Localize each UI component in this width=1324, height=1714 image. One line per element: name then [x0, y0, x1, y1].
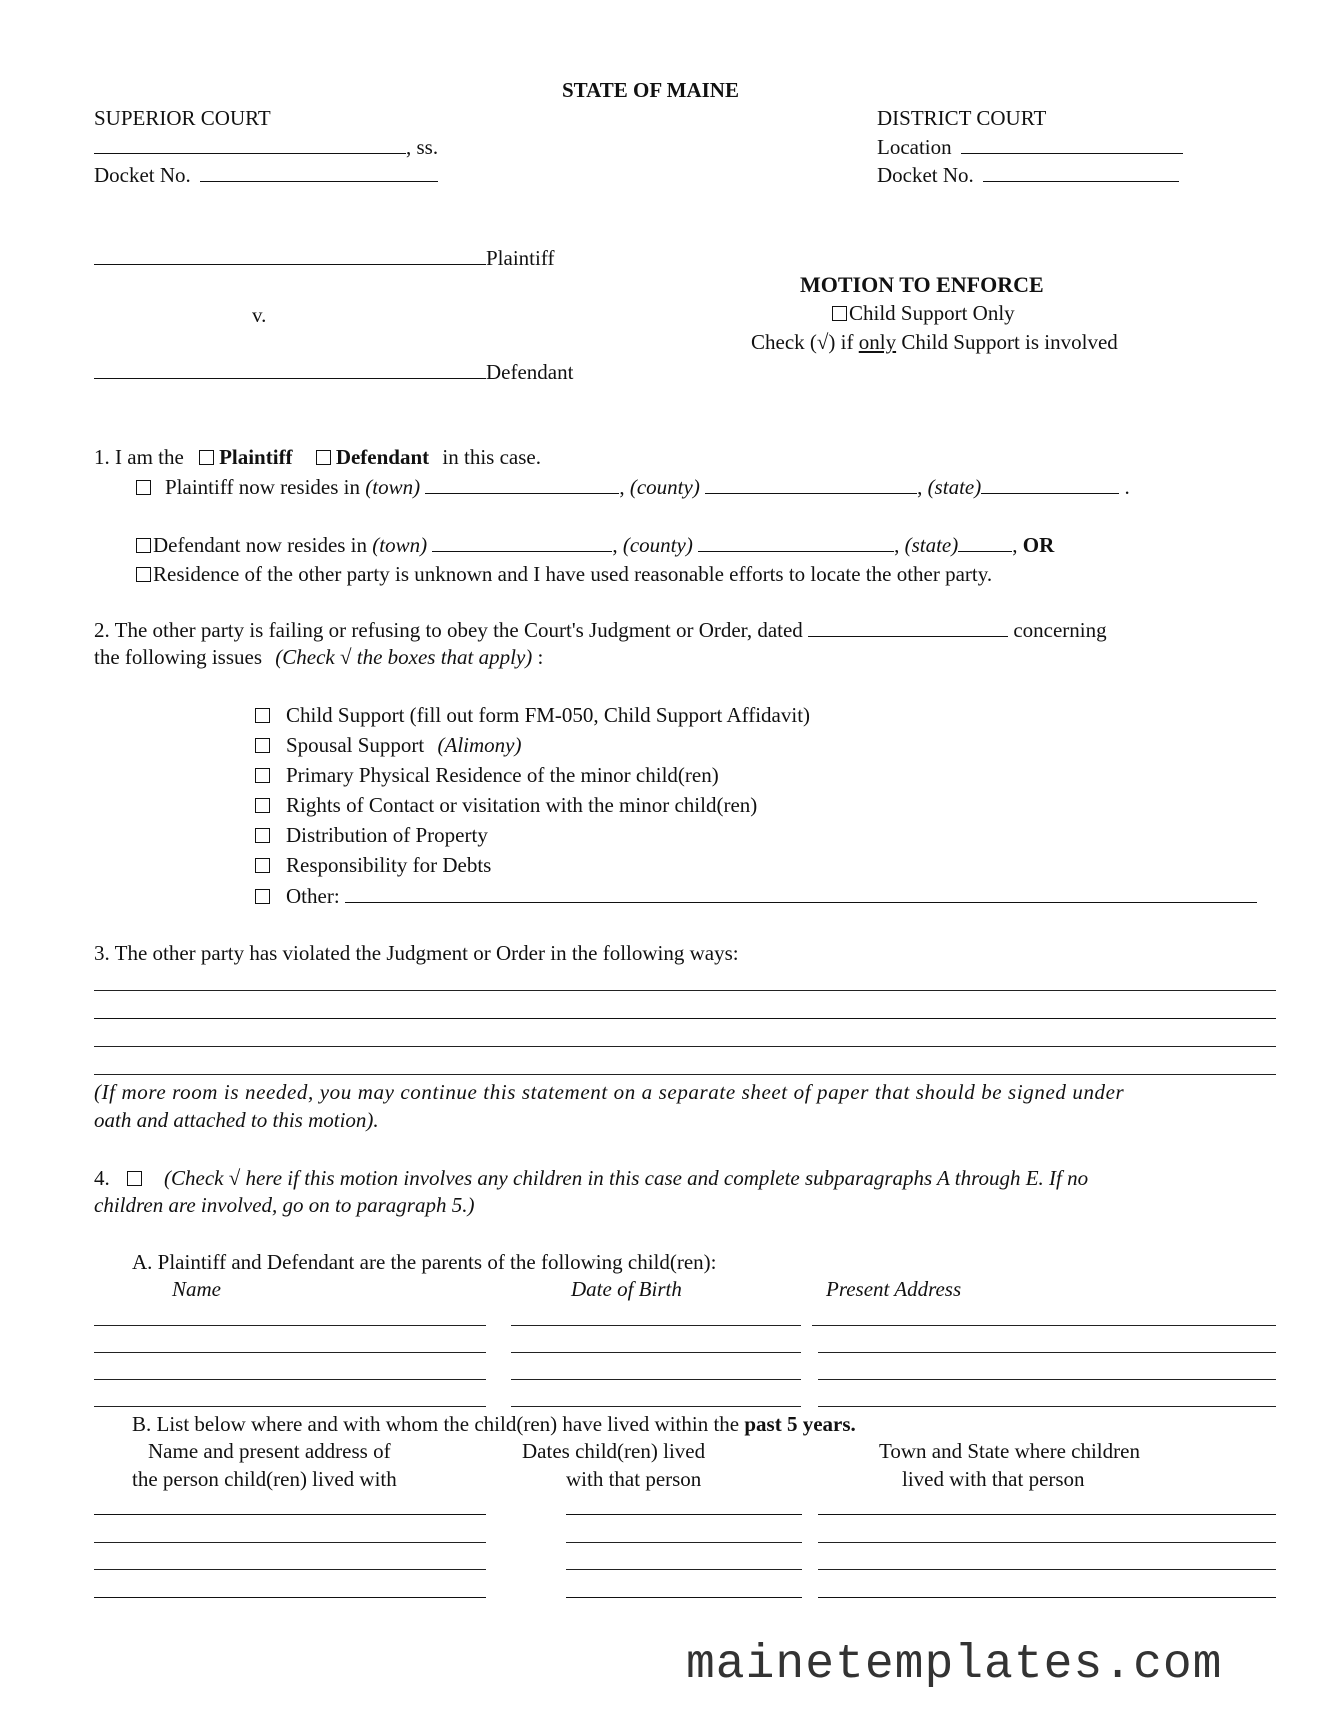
d-town-label: (town): [372, 533, 428, 557]
county-line: [94, 136, 438, 158]
issue-item-4: [255, 825, 488, 846]
p-town-label: (town): [365, 475, 421, 499]
para3-text: 3. The other party has violated the Judgment or Order in the following ways:: [94, 941, 739, 965]
issue-note: (Alimony): [437, 733, 522, 757]
issue-label: Spousal Support: [286, 733, 425, 757]
docket-left-field[interactable]: [200, 164, 438, 182]
docket-left-label: Docket No.: [94, 163, 191, 187]
child-dob-line[interactable]: [511, 1325, 801, 1326]
residence-dates-line[interactable]: [566, 1542, 802, 1543]
d-state-label: (state): [904, 533, 959, 557]
para1-intro: [94, 447, 541, 468]
violation-line-4[interactable]: [94, 1074, 1276, 1075]
col-dob-header: Date of Birth: [571, 1277, 682, 1301]
issue-item-1: [255, 735, 522, 756]
violation-line-1[interactable]: [94, 990, 1276, 991]
para2-line1-text: 2. The other party is failing or refusing to obey the Court's Judgment or Order, dated: [94, 618, 803, 642]
defendant-name-field[interactable]: [94, 361, 486, 379]
motion-title: MOTION TO ENFORCE: [800, 272, 1044, 297]
violation-line-2[interactable]: [94, 1018, 1276, 1019]
location-field[interactable]: [961, 136, 1183, 154]
para1-intro-text: 1. I am the: [94, 445, 184, 469]
issue-label: Responsibility for Debts: [286, 853, 492, 877]
docket-right-field[interactable]: [983, 164, 1179, 182]
child-dob-line[interactable]: [511, 1406, 801, 1407]
issue-item-6: [255, 885, 1257, 907]
issue-label: Other:: [286, 884, 340, 908]
location-line: [877, 136, 1183, 158]
para4-line2: children are involved, go on to paragraph 5.): [94, 1193, 475, 1217]
residence-dates-line[interactable]: [566, 1597, 802, 1598]
child-support-only-checkbox[interactable]: [832, 306, 847, 321]
issue-checkbox-child-support[interactable]: [255, 708, 270, 723]
i-am-plaintiff-label: Plaintiff: [219, 445, 293, 469]
i-am-defendant-checkbox[interactable]: [316, 450, 331, 465]
child-name-line[interactable]: [94, 1325, 486, 1326]
other-issue-field[interactable]: [345, 885, 1257, 903]
check-only-text: only: [858, 330, 897, 354]
state-heading: STATE OF MAINE: [562, 78, 739, 102]
p-period: .: [1124, 475, 1130, 499]
d-county-label: (county): [622, 533, 693, 557]
residence-town-line[interactable]: [818, 1514, 1276, 1515]
violation-line-3[interactable]: [94, 1046, 1276, 1047]
issue-checkbox-debts[interactable]: [255, 858, 270, 873]
docket-left: [94, 164, 438, 186]
residence-person-line[interactable]: [94, 1514, 486, 1515]
location-label: Location: [877, 135, 952, 159]
residence-person-line[interactable]: [94, 1569, 486, 1570]
residence-town-line[interactable]: [818, 1542, 1276, 1543]
defendant-residence-row: Defendant now resides in (town) , (county) , (state) , OR: [136, 534, 1054, 556]
issue-checkbox-property[interactable]: [255, 828, 270, 843]
child-name-line[interactable]: [94, 1352, 486, 1353]
defendant-resides-checkbox[interactable]: [136, 538, 151, 553]
para2-line2: [94, 647, 543, 668]
para2-line1: [94, 619, 1107, 641]
residence-dates-line[interactable]: [566, 1569, 802, 1570]
b-col2-line1: Dates child(ren) lived: [522, 1439, 706, 1463]
child-dob-line[interactable]: [511, 1352, 801, 1353]
issue-item-3: [255, 795, 757, 816]
child-support-only-row: [832, 303, 1015, 324]
col-name-header: Name: [172, 1277, 221, 1301]
issue-item-2: [255, 765, 719, 786]
docket-right: [877, 164, 1179, 186]
issue-checkbox-other[interactable]: [255, 889, 270, 904]
b-col3-line2: lived with that person: [902, 1467, 1085, 1491]
child-name-line[interactable]: [94, 1379, 486, 1380]
superior-court-label: SUPERIOR COURT: [94, 106, 271, 130]
para4-line1: [94, 1168, 1088, 1189]
para4b-text: B. List below where and with whom the child(ren) have lived within the: [132, 1412, 745, 1436]
i-am-plaintiff-checkbox[interactable]: [199, 450, 214, 465]
para1-tail-text: in this case.: [442, 445, 541, 469]
unknown-residence-checkbox[interactable]: [136, 567, 151, 582]
child-address-line[interactable]: [818, 1352, 1276, 1353]
issue-item-0: [255, 705, 810, 726]
col-address-header: Present Address: [826, 1277, 962, 1301]
plaintiff-resides-label: Plaintiff now resides in: [165, 475, 361, 499]
d-county-field[interactable]: [698, 534, 894, 552]
plaintiff-line: [94, 247, 554, 269]
check-post-text: Child Support is involved: [896, 330, 1118, 354]
defendant-line: [94, 361, 573, 383]
child-support-only-label: Child Support Only: [849, 301, 1015, 325]
p-county-label: (county): [629, 475, 700, 499]
para4b-bold-text: past 5 years.: [744, 1412, 856, 1436]
issue-label: Primary Physical Residence of the minor child(ren): [286, 763, 719, 787]
or-label: OR: [1022, 533, 1055, 557]
defendant-label: Defendant: [486, 360, 574, 384]
para3-note-line1: (If more room is needed, you may continue this statement on a separate sheet of paper that should be signed under: [94, 1080, 1125, 1104]
plaintiff-residence-row: Plaintiff now resides in (town) , (county) , (state) .: [136, 476, 1130, 498]
para2-check-instruction: (Check √ the boxes that apply): [275, 645, 533, 669]
d-state-field[interactable]: [958, 534, 1012, 552]
county-field[interactable]: [94, 136, 406, 154]
child-dob-line[interactable]: [511, 1379, 801, 1380]
issue-checkbox-spousal-support[interactable]: [255, 738, 270, 753]
residence-town-line[interactable]: [818, 1597, 1276, 1598]
para4a-label: A. Plaintiff and Defendant are the parents of the following child(ren):: [132, 1250, 717, 1274]
b-col1-line2: the person child(ren) lived with: [132, 1467, 397, 1491]
residence-person-line[interactable]: [94, 1542, 486, 1543]
plaintiff-resides-checkbox[interactable]: [136, 480, 151, 495]
ss-label: , ss.: [406, 135, 439, 159]
p-state-label: (state): [927, 475, 982, 499]
issue-label: Child Support (fill out form FM-050, Child Support Affidavit): [286, 703, 811, 727]
para4b-label: [132, 1414, 856, 1435]
plaintiff-name-field[interactable]: [94, 247, 486, 265]
i-am-defendant-label: Defendant: [335, 445, 430, 469]
b-col2-line2: with that person: [566, 1467, 702, 1491]
docket-right-label: Docket No.: [877, 163, 974, 187]
para3-note-line2: oath and attached to this motion).: [94, 1108, 379, 1132]
para2-line2-text: the following issues: [94, 645, 262, 669]
para4-number: 4.: [94, 1166, 110, 1190]
issue-label: Distribution of Property: [286, 823, 488, 847]
unknown-residence-row: [136, 564, 992, 585]
para4-instruction: (Check √ here if this motion involves any children in this case and complete subparagraphs A through E. If no: [164, 1166, 1089, 1190]
child-address-line[interactable]: [818, 1379, 1276, 1380]
check-pre-text: Check (√) if: [751, 330, 859, 354]
p-state-field[interactable]: [981, 476, 1119, 494]
issue-checkbox-primary-residence[interactable]: [255, 768, 270, 783]
b-col1-line1: Name and present address of: [148, 1439, 391, 1463]
p-county-field[interactable]: [705, 476, 917, 494]
plaintiff-label: Plaintiff: [486, 246, 555, 270]
child-address-line[interactable]: [812, 1325, 1276, 1326]
children-involved-checkbox[interactable]: [127, 1171, 142, 1186]
site-watermark: mainetemplates.com: [686, 1638, 1223, 1692]
residence-dates-line[interactable]: [566, 1514, 802, 1515]
district-court-label: DISTRICT COURT: [877, 106, 1047, 130]
issue-item-5: [255, 855, 491, 876]
child-address-line[interactable]: [818, 1406, 1276, 1407]
d-town-field[interactable]: [432, 534, 612, 552]
residence-town-line[interactable]: [818, 1569, 1276, 1570]
b-col3-line1: Town and State where children: [879, 1439, 1140, 1463]
check-only-instruction: [751, 332, 1118, 353]
child-name-line[interactable]: [94, 1406, 486, 1407]
unknown-residence-label: Residence of the other party is unknown and I have used reasonable efforts to locate the other party.: [153, 562, 993, 586]
issue-label: Rights of Contact or visitation with the minor child(ren): [286, 793, 758, 817]
defendant-resides-label: Defendant now resides in: [153, 533, 368, 557]
issue-checkbox-rights-of-contact[interactable]: [255, 798, 270, 813]
para2-concerning-text: concerning: [1013, 618, 1107, 642]
versus-label: v.: [252, 303, 267, 327]
order-date-field[interactable]: [808, 619, 1008, 637]
para2-colon: :: [537, 645, 544, 669]
p-town-field[interactable]: [425, 476, 619, 494]
residence-person-line[interactable]: [94, 1597, 486, 1598]
